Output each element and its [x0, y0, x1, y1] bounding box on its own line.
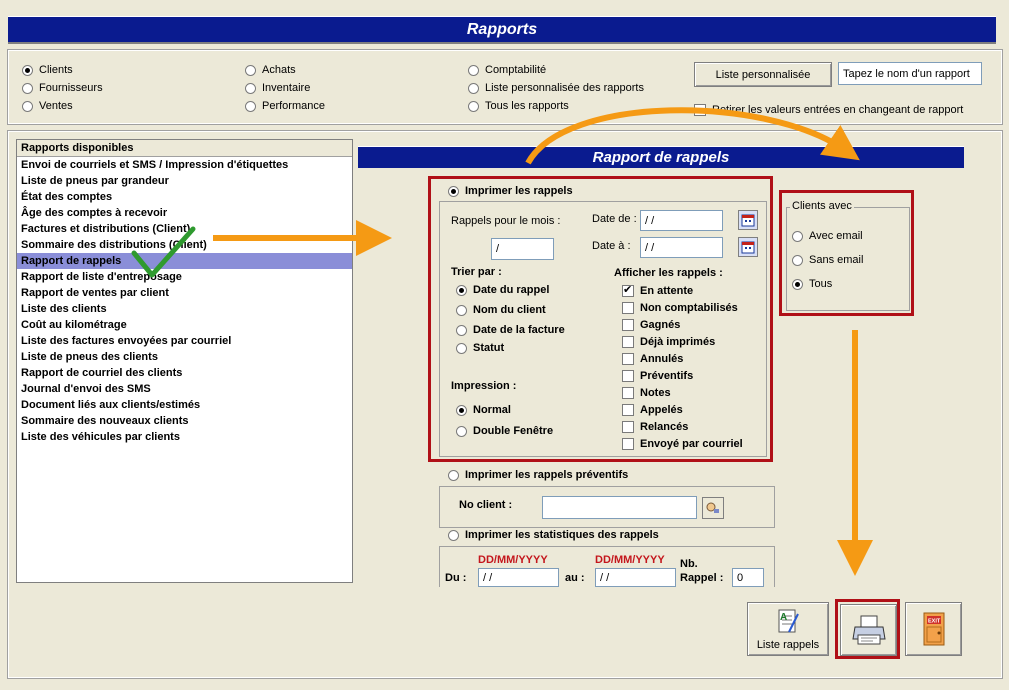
calendar-from-icon[interactable] [738, 210, 758, 230]
radio-tous[interactable]: Tous [792, 275, 832, 293]
radio-clients[interactable]: Clients [22, 61, 103, 79]
radio-print-preventive[interactable]: Imprimer les rappels préventifs [448, 466, 628, 484]
print-label: Impression : [451, 380, 517, 392]
printer-icon [851, 613, 887, 647]
reset-values-checkbox[interactable]: Retirer les valeurs entrées en changeant de rapport [694, 101, 963, 119]
radio-inventaire[interactable]: Inventaire [245, 79, 325, 97]
radio-print-double[interactable]: Double Fenêtre [456, 422, 553, 440]
list-item[interactable]: État des comptes [21, 191, 113, 203]
radio-comptabilite[interactable]: Comptabilité [468, 61, 644, 79]
list-item[interactable]: Document liés aux clients/estimés [21, 399, 201, 411]
list-item[interactable]: Sommaire des nouveaux clients [21, 415, 189, 427]
radio-sans-email[interactable]: Sans email [792, 251, 863, 269]
list-item[interactable]: Rapport de ventes par client [21, 287, 169, 299]
reports-list-header: Rapports disponibles [17, 140, 352, 157]
radio-liste-personnalisee[interactable]: Liste personnalisée des rapports [468, 79, 644, 97]
list-item[interactable]: Liste des clients [21, 303, 107, 315]
list-item-selected[interactable]: Rapport de rappels [17, 253, 352, 269]
checkbox-appeles[interactable]: Appelés [622, 401, 743, 418]
list-item[interactable]: Liste des factures envoyées par courriel [21, 335, 232, 347]
radio-tous-rapports[interactable]: Tous les rapports [468, 97, 644, 115]
checkbox-envoye-courriel[interactable]: Envoyé par courriel [622, 435, 743, 452]
category-col-1 [22, 61, 103, 115]
category-col-2 [245, 61, 325, 115]
list-item[interactable]: Âge des comptes à recevoir [21, 207, 168, 219]
reports-list [16, 139, 353, 583]
calendar-to-icon[interactable] [738, 237, 758, 257]
list-item[interactable]: Rapport de liste d'entreposage [21, 271, 182, 283]
detail-title: Rapport de rappels [358, 146, 964, 168]
checkbox-preventifs[interactable]: Préventifs [622, 367, 743, 384]
list-item[interactable]: Journal d'envoi des SMS [21, 383, 151, 395]
report-name-input[interactable]: Tapez le nom d'un rapport [838, 62, 982, 85]
exit-button[interactable] [905, 602, 962, 656]
du-input[interactable]: / / [478, 568, 559, 587]
list-item[interactable]: Sommaire des distributions (Client) [21, 239, 207, 251]
client-no-label: No client : [459, 499, 513, 511]
sort-label: Trier par : [451, 266, 502, 278]
nb-rappel-input[interactable]: 0 [732, 568, 764, 587]
category-col-3 [468, 61, 644, 115]
du-label: Du : [445, 572, 467, 584]
list-item[interactable]: Liste de pneus par grandeur [21, 175, 169, 187]
nb-label-2: Rappel : [680, 572, 724, 584]
list-item[interactable]: Envoi de courriels et SMS / Impression d'étiquettes [21, 159, 289, 171]
checkbox-annules[interactable]: Annulés [622, 350, 743, 367]
radio-sort-date-facture[interactable]: Date de la facture [456, 321, 565, 339]
radio-avec-email[interactable]: Avec email [792, 227, 863, 245]
checkbox-non-comptabilises[interactable]: Non comptabilisés [622, 299, 743, 316]
au-input[interactable]: / / [595, 568, 676, 587]
svg-text:EXIT: EXIT [927, 618, 940, 625]
checkbox-notes[interactable]: Notes [622, 384, 743, 401]
checkbox-gagnes[interactable]: Gagnés [622, 316, 743, 333]
radio-print-reminders[interactable]: Imprimer les rappels [448, 182, 573, 200]
radio-sort-date-rappel[interactable]: Date du rappel [456, 281, 565, 299]
date-to-label: Date à : [592, 240, 631, 252]
au-label: au : [565, 572, 585, 584]
date-to-input[interactable]: / / [640, 237, 723, 258]
search-client-icon[interactable] [702, 497, 724, 519]
show-options [622, 282, 743, 452]
radio-fournisseurs[interactable]: Fournisseurs [22, 79, 103, 97]
clients-with-legend: Clients avec [792, 200, 852, 212]
list-item[interactable]: Rapport de courriel des clients [21, 367, 183, 379]
list-reminders-label: Liste rappels [756, 638, 820, 651]
list-item[interactable]: Liste des véhicules par clients [21, 431, 180, 443]
radio-performance[interactable]: Performance [245, 97, 325, 115]
list-item[interactable]: Coût au kilométrage [21, 319, 127, 331]
radio-sort-statut[interactable]: Statut [456, 339, 565, 357]
list-reminders-button[interactable] [747, 602, 829, 656]
radio-print-stats[interactable]: Imprimer les statistiques des rappels [448, 526, 659, 544]
date-format-hint-2: DD/MM/YYYY [595, 554, 665, 566]
month-label: Rappels pour le mois : [451, 215, 561, 227]
checkbox-en-attente[interactable]: ✔ En attente [622, 282, 743, 299]
svg-text:A: A [780, 611, 788, 623]
radio-ventes[interactable]: Ventes [22, 97, 103, 115]
exit-door-icon [921, 612, 947, 646]
date-format-hint-1: DD/MM/YYYY [478, 554, 548, 566]
checkbox-deja-imprimes[interactable]: Déjà imprimés [622, 333, 743, 350]
custom-list-button[interactable]: Liste personnalisée [694, 62, 832, 87]
date-from-input[interactable]: / / [640, 210, 723, 231]
report-list-icon [775, 608, 801, 636]
radio-print-normal[interactable]: Normal [456, 401, 511, 419]
checkbox-relances[interactable]: Relancés [622, 418, 743, 435]
list-item[interactable]: Factures et distributions (Client) [21, 223, 191, 235]
month-input[interactable]: / [491, 238, 554, 260]
client-no-input[interactable] [542, 496, 697, 519]
print-button[interactable] [840, 604, 897, 656]
radio-achats[interactable]: Achats [245, 61, 325, 79]
sort-options [456, 281, 565, 357]
nb-label-1: Nb. [680, 558, 698, 570]
date-from-label: Date de : [592, 213, 637, 225]
page-title: Rapports [8, 16, 996, 44]
list-item[interactable]: Liste de pneus des clients [21, 351, 158, 363]
radio-sort-nom-client[interactable]: Nom du client [456, 301, 565, 319]
show-label: Afficher les rappels : [614, 267, 723, 279]
